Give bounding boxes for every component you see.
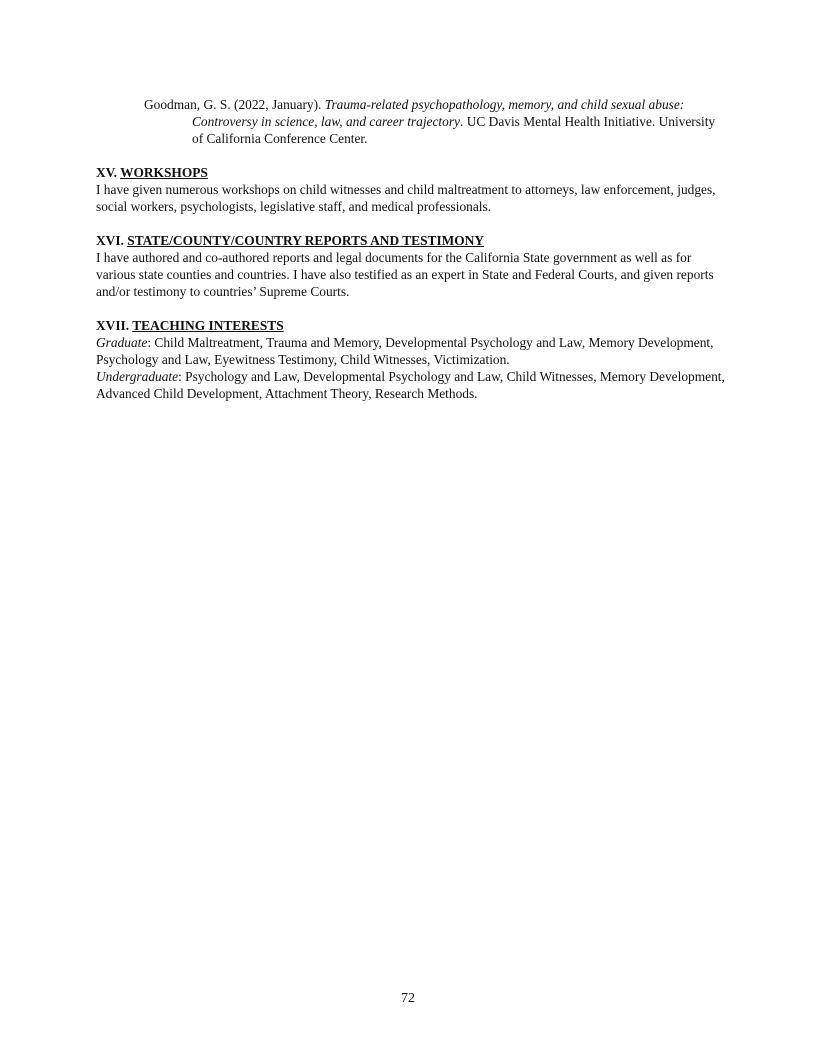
section-body: I have authored and co-authored reports and legal documents for the California State government as well as for various state counties and countries. I have also testified as an expert in State and Federal Courts, and given reports and/or testimony to countries’ Supreme Courts. [96,250,714,299]
graduate-text: : Child Maltreatment, Trauma and Memory, Developmental Psychology and Law, Memory Development, Psychology and Law, Eyewitness Testimony, Child Witnesses, Victimization. [96,335,714,367]
reference-authors-date: Goodman, G. S. (2022, January). [144,97,325,112]
section-title: STATE/COUNTY/COUNTRY REPORTS AND TESTIMONY [127,233,485,248]
section-title: TEACHING INTERESTS [132,318,284,333]
section-heading [96,164,726,181]
undergraduate-text: : Psychology and Law, Developmental Psychology and Law, Child Witnesses, Memory Development, Advanced Child Development, Attachment Theory, Research Methods. [96,369,725,401]
section-teaching-interests [96,317,726,402]
reference-title: Trauma-related psychopathology, memory, and child sexual abuse: Controversy in science, law, and career trajectory [192,97,685,129]
undergraduate-label: Undergraduate [96,369,179,384]
reference-venue: . UC Davis Mental Health Initiative. University of California Conference Center. [192,114,716,146]
undergraduate-interests [96,368,726,402]
page-number: 72 [401,991,415,1006]
section-reports-testimony [96,232,726,300]
section-workshops [96,164,726,215]
graduate-label: Graduate [96,335,148,350]
reference-entry [144,96,726,147]
section-body: I have given numerous workshops on child witnesses and child maltreatment to attorneys, law enforcement, judges, social workers, psychologists, legislative staff, and medical professionals. [96,182,716,214]
section-number: XV. [96,165,121,180]
section-number: XVI. [96,233,128,248]
section-number: XVII. [96,318,133,333]
section-heading [96,317,726,334]
section-heading [96,232,726,249]
page-content [96,96,726,402]
section-title: WORKSHOPS [120,165,208,180]
graduate-interests [96,334,726,368]
